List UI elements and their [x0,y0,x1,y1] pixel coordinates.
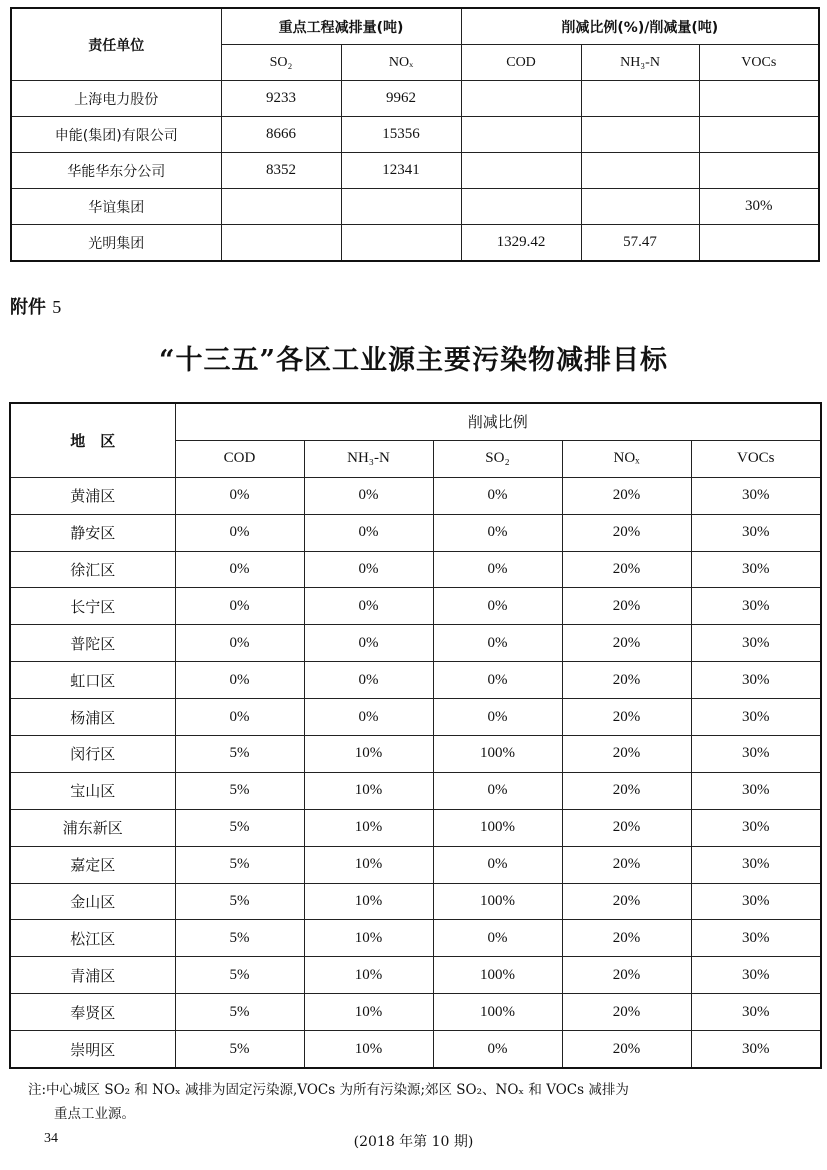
row-label-cell: 徐汇区 [10,551,175,588]
cell-nh3n [581,81,699,117]
table-row [10,514,821,551]
cell-so2 [221,225,341,262]
cell-nox: 20% [562,551,691,588]
cell-cod [461,117,581,153]
header-vocs: VOCs [699,45,819,81]
cell-so2: 0% [433,772,562,809]
table-row [11,225,819,262]
cell-nox: 20% [562,625,691,662]
cell-vocs: 30% [691,736,821,773]
cell-nh3n: 10% [304,772,433,809]
table-row [10,588,821,625]
header-vocs: VOCs [691,440,821,477]
table-row [10,1031,821,1068]
cell-nox: 20% [562,957,691,994]
cell-nh3n [581,189,699,225]
header-key-project-reduction: 重点工程减排量(吨) [221,8,461,45]
cell-cod: 5% [175,1031,304,1068]
cell-cod: 5% [175,809,304,846]
cell-vocs: 30% [691,994,821,1031]
cell-vocs: 30% [691,772,821,809]
cell-vocs: 30% [691,588,821,625]
cell-cod: 5% [175,957,304,994]
header-so2: SO₂ [433,440,562,477]
row-label-cell: 黄浦区 [10,477,175,514]
cell-cod [461,153,581,189]
cell-nh3n: 10% [304,994,433,1031]
cell-vocs: 30% [691,809,821,846]
cell-vocs: 30% [691,699,821,736]
cell-so2: 100% [433,957,562,994]
table-row [10,625,821,662]
cell-cod: 5% [175,846,304,883]
cell-vocs: 30% [691,883,821,920]
header-unit: 责任单位 [11,8,221,81]
cell-so2 [221,189,341,225]
row-label-cell: 松江区 [10,920,175,957]
table-row [11,81,819,117]
cell-cod: 0% [175,514,304,551]
cell-nh3n: 0% [304,699,433,736]
row-label-cell: 金山区 [10,883,175,920]
cell-nh3n: 10% [304,1031,433,1068]
cell-cod: 0% [175,477,304,514]
cell-cod [461,189,581,225]
cell-nox: 9962 [341,81,461,117]
header-reduction-ratio: 削减比例 [175,403,821,440]
table-row [11,189,819,225]
cell-nox: 20% [562,736,691,773]
table-row [10,809,821,846]
row-label-cell: 杨浦区 [10,699,175,736]
row-label-cell: 华谊集团 [11,189,221,225]
cell-nh3n: 10% [304,736,433,773]
cell-vocs [699,225,819,262]
cell-vocs [699,153,819,189]
cell-nox: 15356 [341,117,461,153]
cell-vocs: 30% [691,957,821,994]
row-label-cell: 浦东新区 [10,809,175,846]
cell-vocs: 30% [691,662,821,699]
cell-vocs: 30% [691,920,821,957]
row-label-cell: 嘉定区 [10,846,175,883]
cell-so2: 0% [433,514,562,551]
cell-vocs: 30% [691,477,821,514]
cell-vocs: 30% [691,1031,821,1068]
annex-label [10,293,61,319]
row-label-cell: 长宁区 [10,588,175,625]
cell-nox: 12341 [341,153,461,189]
cell-nox: 20% [562,846,691,883]
table-row [10,662,821,699]
cell-nh3n: 10% [304,883,433,920]
cell-nh3n: 0% [304,662,433,699]
cell-vocs: 30% [699,189,819,225]
cell-so2: 0% [433,662,562,699]
issue-label: (2018 年第 10 期) [353,1134,474,1150]
row-label-cell: 普陀区 [10,625,175,662]
annex-text: 附件 [10,297,46,318]
cell-nh3n: 0% [304,514,433,551]
table-row [10,957,821,994]
row-label-cell: 静安区 [10,514,175,551]
header-reduction-ratio: 削减比例(%)/削减量(吨) [461,8,819,45]
cell-nh3n: 10% [304,920,433,957]
cell-nox: 20% [562,662,691,699]
row-label-cell: 奉贤区 [10,994,175,1031]
row-label-cell: 宝山区 [10,772,175,809]
cell-nox: 20% [562,699,691,736]
cell-cod: 1329.42 [461,225,581,262]
table-row [10,883,821,920]
table-row [11,117,819,153]
district-reduction-target-table [9,402,822,1069]
table-row [10,699,821,736]
page-number: 34 [44,1131,58,1146]
cell-nh3n [581,117,699,153]
cell-cod: 5% [175,772,304,809]
cell-vocs: 30% [691,846,821,883]
cell-cod: 0% [175,662,304,699]
cell-nh3n: 0% [304,625,433,662]
cell-nox: 20% [562,920,691,957]
cell-nox: 20% [562,994,691,1031]
cell-so2: 100% [433,736,562,773]
cell-so2: 0% [433,846,562,883]
cell-nh3n: 57.47 [581,225,699,262]
cell-nh3n: 0% [304,588,433,625]
cell-nox: 20% [562,477,691,514]
header-cod: COD [461,45,581,81]
cell-so2: 100% [433,883,562,920]
cell-nh3n [581,153,699,189]
row-label-cell: 闵行区 [10,736,175,773]
cell-so2: 0% [433,588,562,625]
table-row [10,994,821,1031]
cell-so2: 0% [433,477,562,514]
cell-nox [341,225,461,262]
cell-cod: 0% [175,551,304,588]
cell-cod: 5% [175,994,304,1031]
cell-so2: 100% [433,994,562,1031]
cell-so2: 8666 [221,117,341,153]
row-label-cell: 华能华东分公司 [11,153,221,189]
table-row [10,920,821,957]
cell-vocs: 30% [691,551,821,588]
footnote-line-1: 注:中心城区 SO₂ 和 NOₓ 减排为固定污染源,VOCs 为所有污染源;郊区 SO₂、NOₓ 和 VOCs 减排为 [28,1082,629,1098]
document-title: “十三五”各区工业源主要污染物减排目标 [158,345,669,376]
cell-vocs: 30% [691,514,821,551]
cell-nox [341,189,461,225]
header-area: 地 区 [10,403,175,477]
cell-nh3n: 0% [304,477,433,514]
table-row [10,551,821,588]
table-row [10,477,821,514]
cell-nh3n: 10% [304,957,433,994]
cell-nh3n: 10% [304,846,433,883]
cell-nox: 20% [562,772,691,809]
cell-cod: 5% [175,883,304,920]
table-row [11,153,819,189]
cell-so2: 0% [433,551,562,588]
cell-so2: 0% [433,920,562,957]
cell-cod: 0% [175,625,304,662]
row-label-cell: 申能(集团)有限公司 [11,117,221,153]
cell-vocs [699,117,819,153]
cell-nh3n: 10% [304,809,433,846]
cell-so2: 0% [433,1031,562,1068]
cell-vocs: 30% [691,625,821,662]
footnote [28,1078,823,1126]
cell-so2: 0% [433,625,562,662]
cell-so2: 100% [433,809,562,846]
table-row [10,772,821,809]
cell-nh3n: 0% [304,551,433,588]
row-label-cell: 光明集团 [11,225,221,262]
annex-number: 5 [52,297,62,317]
emission-reduction-table-by-company [10,7,820,262]
cell-so2: 0% [433,699,562,736]
cell-cod: 0% [175,588,304,625]
row-label-cell: 崇明区 [10,1031,175,1068]
header-nh3n: NH₃-N [581,45,699,81]
cell-nox: 20% [562,588,691,625]
header-nh3n: NH₃-N [304,440,433,477]
header-nox: NOₓ [341,45,461,81]
header-so2: SO₂ [221,45,341,81]
cell-nox: 20% [562,883,691,920]
header-nox: NOₓ [562,440,691,477]
header-cod: COD [175,440,304,477]
cell-vocs [699,81,819,117]
cell-nox: 20% [562,809,691,846]
cell-nox: 20% [562,514,691,551]
table-row [10,846,821,883]
cell-cod: 5% [175,736,304,773]
cell-so2: 8352 [221,153,341,189]
footnote-line-2: 重点工业源。 [54,1106,135,1122]
row-label-cell: 青浦区 [10,957,175,994]
cell-nox: 20% [562,1031,691,1068]
cell-cod: 0% [175,699,304,736]
table-row [10,736,821,773]
cell-so2: 9233 [221,81,341,117]
row-label-cell: 上海电力股份 [11,81,221,117]
cell-cod: 5% [175,920,304,957]
cell-cod [461,81,581,117]
row-label-cell: 虹口区 [10,662,175,699]
